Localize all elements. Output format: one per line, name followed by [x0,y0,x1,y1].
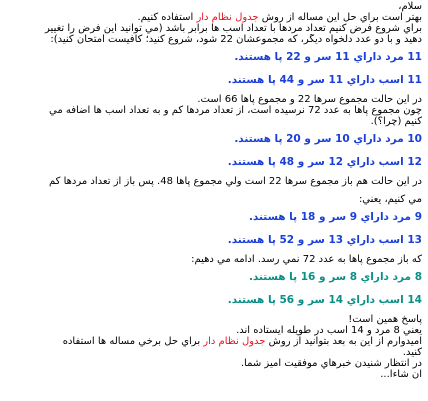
method-highlight: جدول نظام دار [196,12,259,23]
closing-line-2: كنيد. [402,347,422,358]
intro-line-3: دهيد و با دو عدد دلخواه ديگر، كه مجموعشان 22 شود، شروع كنيد؛ كافيست امتحان كنيد): [50,34,422,45]
para2-line-1: در اين حالت مجموع سرها 22 و مجموع پاها 66 است. [197,94,422,105]
case4-horses: 14 اسب داراي 14 سر و 56 پا هستند. [227,294,422,306]
signoff: ان شاءا... [380,369,422,380]
closing-text-after: براي حل برخي مسأله ها استفاده [62,336,201,347]
answer-line-2: يعني 8 مرد و 14 اسب در طويله ايستاده اند. [236,325,422,336]
case2-men: 10 مرد داراي 10 سر و 20 پا هستند. [234,133,422,145]
case1-horses: 11 اسب داراي 11 سر و 44 پا هستند. [227,74,422,86]
case3-horses: 13 اسب داراي 13 سر و 52 پا هستند. [227,234,422,246]
intro-line-1 [2,12,422,23]
intro-line-2: براي شروع فرض كنيم تعداد مردها با تعداد اسب ها برابر باشد (مي توانيد اين فرض را تغيير [45,23,422,34]
case4-men: 8 مرد داراي 8 سر و 16 پا هستند. [248,271,422,283]
case2-horses: 12 اسب داراي 12 سر و 48 پا هستند. [227,156,422,168]
closing-text-before: اميدوارم از اين به بعد بتوانيد از روش [268,336,422,347]
answer-line-1: پاسخ همين است! [348,314,422,325]
para3-line-2: مي كنيم، يعني: [358,194,422,205]
para3-line-1: در اين حالت هم باز مجموع سرها 22 است ولي مجموع پاها 48. پس باز از تعداد مردها كم [49,176,422,187]
para2-line-2: چون مجموع پاها به عدد 72 نرسيده است، از تعداد مردها كم و به تعداد اسب ها اضافه مي [49,105,422,116]
closing-line-3: در انتظار شنيدن خبرهاي موفقيت آميز شما. [240,358,422,369]
case1-men: 11 مرد داراي 11 سر و 22 پا هستند. [234,51,422,63]
greeting: سلام، [398,1,422,12]
para4-line-1: كه باز مجموع پاها به عدد 72 نمي رسد. ادامه مي دهيم: [191,254,422,265]
closing-line-1 [2,336,422,347]
para2-line-3: كنيم (چرا؟). [370,116,422,127]
method-highlight-2: جدول نظام دار [203,336,266,347]
intro-text-before: بهتر است براي حل اين مسأله از روش [261,12,422,23]
case3-men: 9 مرد داراي 9 سر و 18 پا هستند. [248,211,422,223]
intro-text-after: استفاده كنيم. [137,12,194,23]
